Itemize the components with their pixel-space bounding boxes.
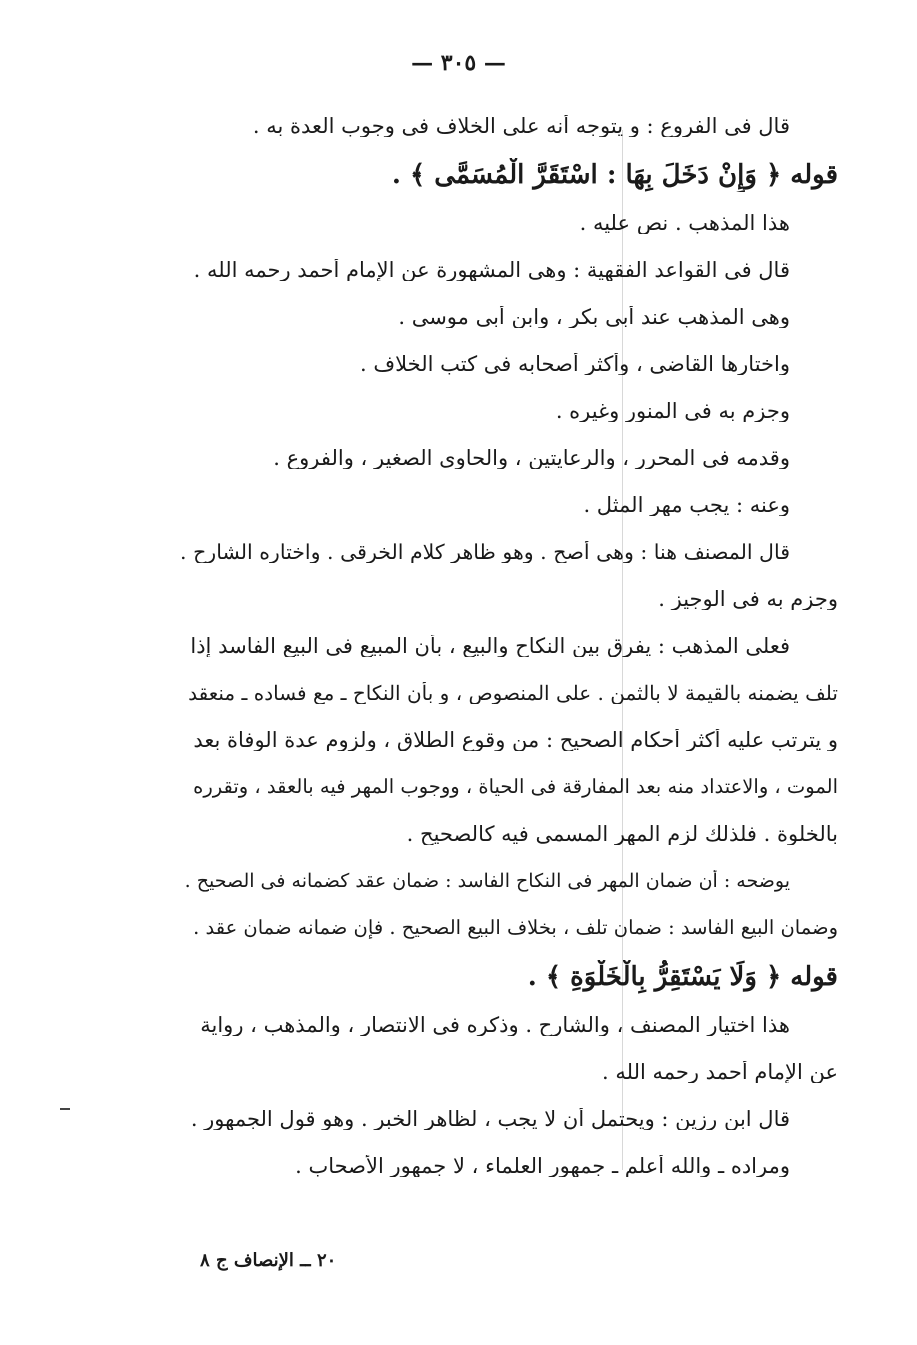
text-line: قال فى القواعد الفقهية : وهى المشهورة عن الإمام أحمد رحمه الله . (193, 259, 790, 281)
body-text (178, 115, 838, 1202)
text-line: يوضحه : أن ضمان المهر فى النكاح الفاسد : ضمان عقد كضمانه فى الصحيح . (184, 870, 790, 892)
quran-verse-heading: قوله ﴿ وَإِنْ دَخَلَ بِهَا : اسْتَقَرَّ الْمُسَمَّى ﴾ . (391, 160, 838, 190)
text-line: عن الإمام أحمد رحمه الله . (602, 1061, 838, 1083)
text-line: وجزم به فى الوجيز . (658, 588, 838, 610)
margin-mark (60, 1108, 70, 1110)
text-line: فعلى المذهب : يفرق بين النكاح والبيع ، بأن المبيع فى البيع الفاسد إذا (190, 635, 790, 657)
text-line: وضمان البيع الفاسد : ضمان تلف ، بخلاف البيع الصحيح . فإن ضمانه ضمان عقد . (193, 917, 838, 939)
text-line: و يترتب عليه أكثر أحكام الصحيح : من وقوع الطلاق ، ولزوم عدة الوفاة بعد (193, 729, 838, 751)
text-line: واختارها القاضى ، وأكثر أصحابه فى كتب الخلاف . (360, 353, 790, 375)
text-line: ومراده ـ والله أعلم ـ جمهور العلماء ، لا جمهور الأصحاب . (295, 1155, 790, 1177)
text-line: وجزم به فى المنور وغيره . (555, 400, 790, 422)
page-footer-signature: ٢٠ ــ الإنصاف ج ٨ (200, 1250, 337, 1271)
text-line: تلف يضمنه بالقيمة لا بالثمن . على المنصوص ، و بأن النكاح ـ مع فساده ـ منعقد (188, 682, 838, 704)
text-line: هذا اختيار المصنف ، والشارح . وذكره فى الانتصار ، والمذهب ، رواية (200, 1014, 790, 1036)
text-line: الموت ، والاعتداد منه بعد المفارقة فى الحياة ، ووجوب المهر فيه بالعقد ، وتقرره (193, 776, 838, 798)
text-line: قال فى الفروع : و يتوجه أنه على الخلاف فى وجوب العدة به . (252, 115, 790, 137)
text-line: قال المصنف هنا : وهى أصح . وهو ظاهر كلام الخرقى . واختاره الشارح . (180, 541, 790, 563)
text-line: بالخلوة . فلذلك لزم المهر المسمى فيه كالصحيح . (406, 823, 838, 845)
text-line: هذا المذهب . نص عليه . (579, 212, 790, 234)
page-number: — ٣٠٥ — (411, 50, 506, 76)
text-line: قال ابن رزين : ويحتمل أن لا يجب ، لظاهر الخبر . وهو قول الجمهور . (190, 1108, 790, 1130)
text-line: وهى المذهب عند أبى بكر ، وابن أبى موسى . (398, 306, 790, 328)
text-line: وقدمه فى المحرر ، والرعايتين ، والحاوى الصغير ، والفروع . (273, 447, 790, 469)
text-line: وعنه : يجب مهر المثل . (583, 494, 790, 516)
quran-verse-heading: قوله ﴿ وَلَا يَسْتَقِرُّ بِالْخَلْوَةِ ﴾ . (527, 962, 838, 992)
